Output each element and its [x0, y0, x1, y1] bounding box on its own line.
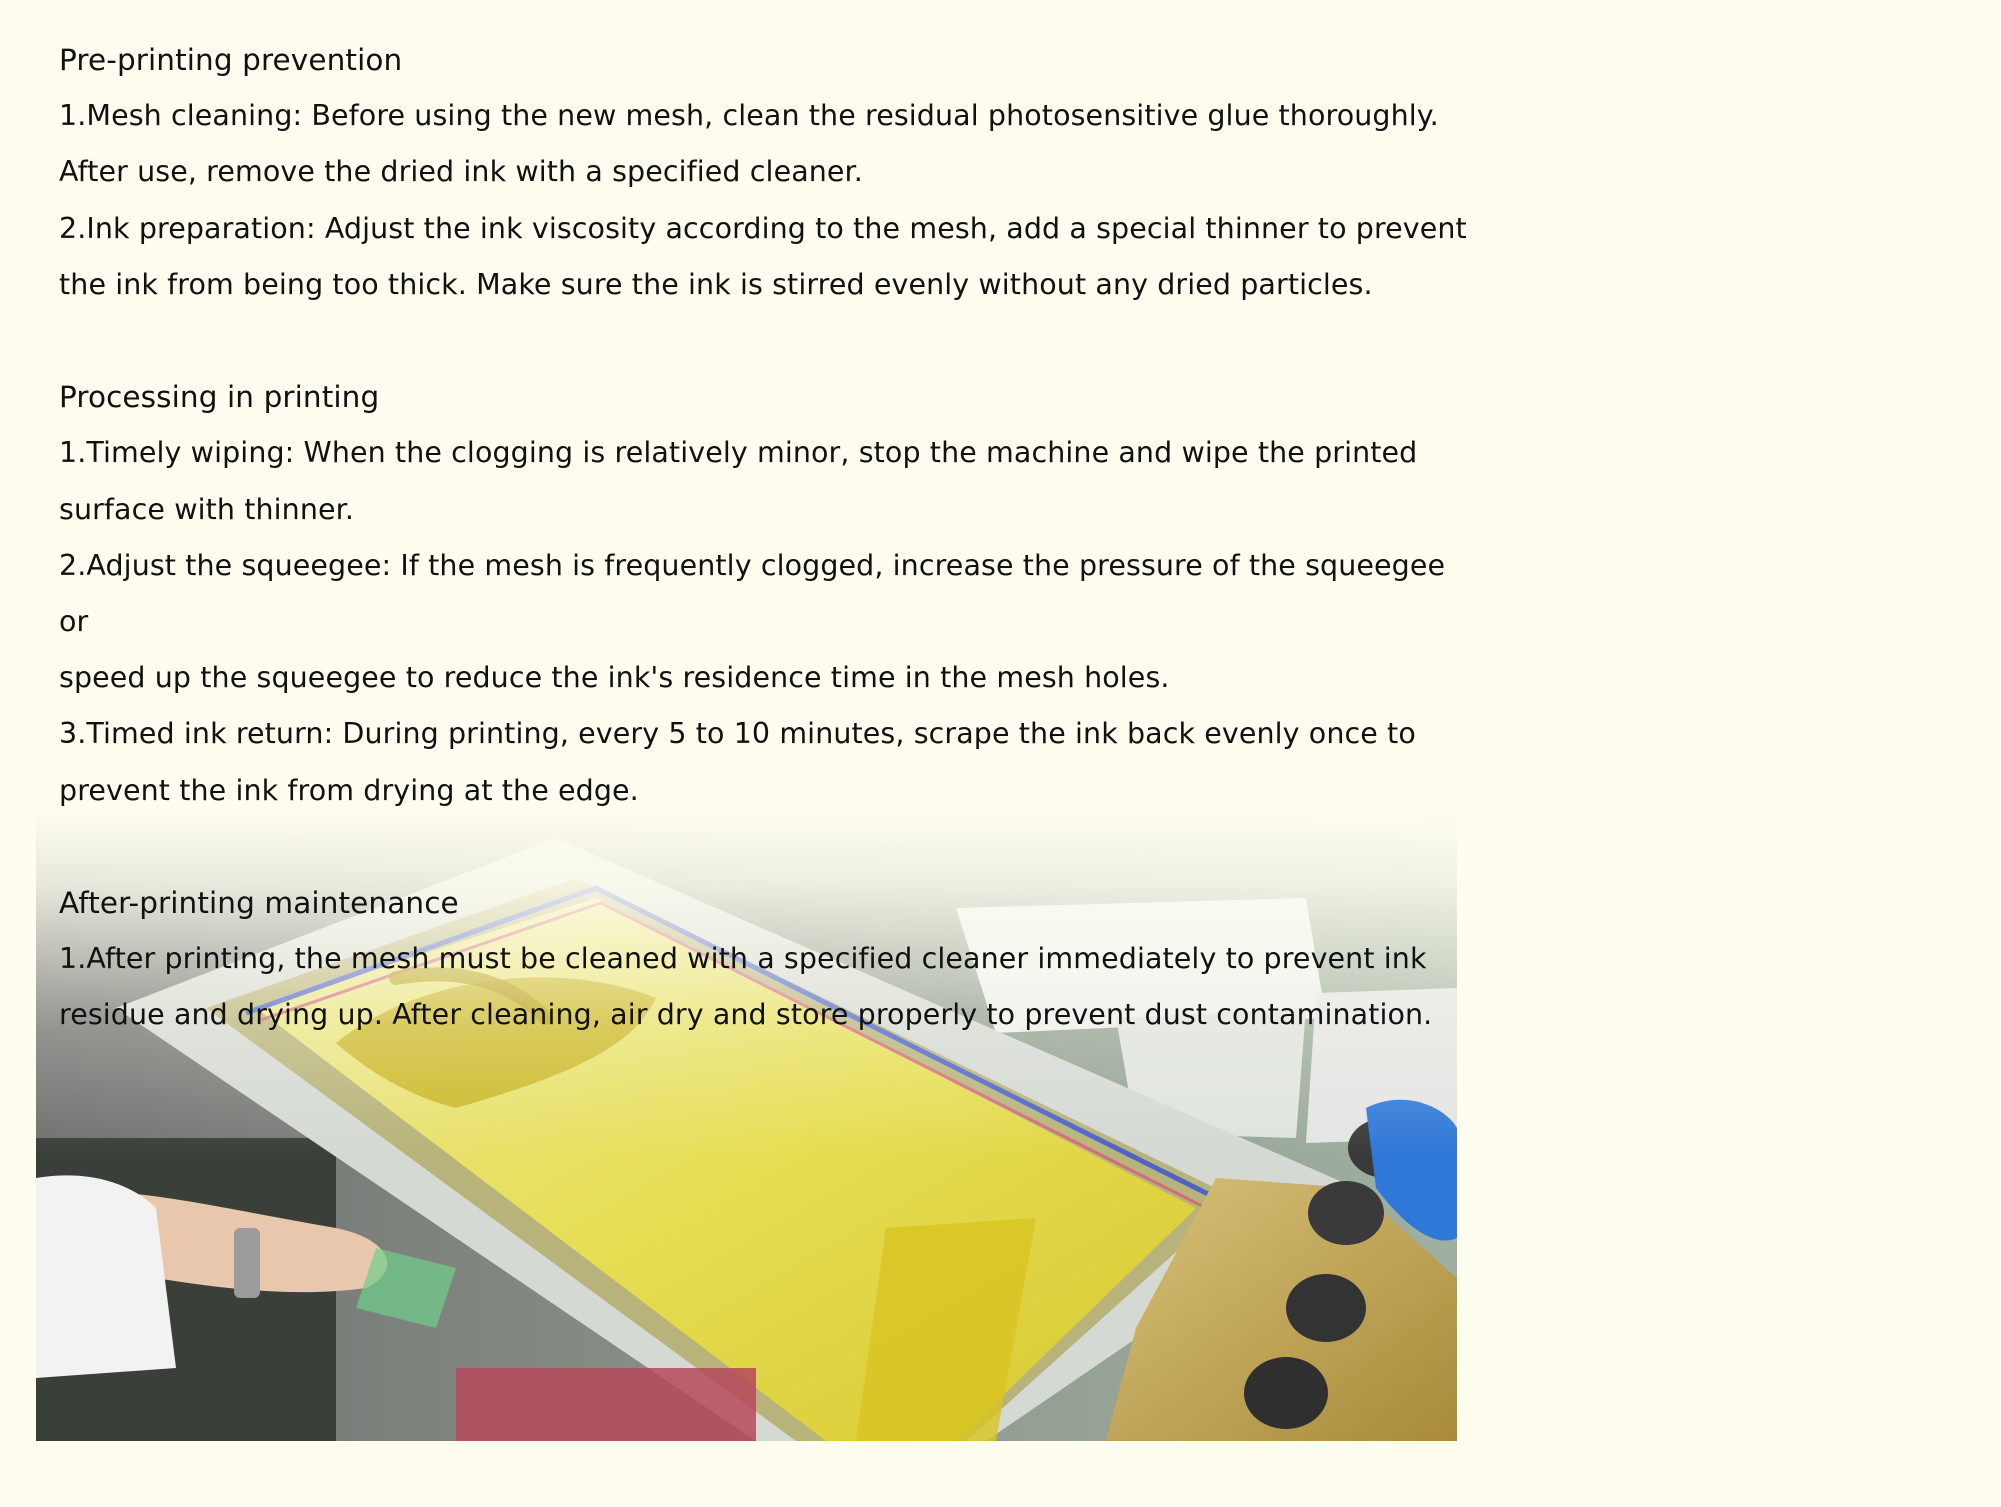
document-body: [59, 32, 1479, 1044]
paragraph-line: After use, remove the dried ink with a specified cleaner.: [59, 155, 863, 189]
paragraph-line: surface with thinner.: [59, 492, 354, 526]
section-heading-pre-printing: Pre-printing prevention: [59, 43, 403, 77]
paragraph-line: 3.Timed ink return: During printing, every 5 to 10 minutes, scrape the ink back evenly once to: [59, 717, 1416, 751]
section-heading-after-printing: After-printing maintenance: [59, 886, 459, 921]
paragraph-line: 1.Mesh cleaning: Before using the new mesh, clean the residual photosensitive glue thoroughly.: [59, 99, 1439, 133]
paragraph-line: 1.Timely wiping: When the clogging is relatively minor, stop the machine and wipe the printed: [59, 436, 1418, 470]
paragraph-line: 2.Adjust the squeegee: If the mesh is frequently clogged, increase the pressure of the squeegee or: [59, 548, 1446, 639]
paragraph-line: the ink from being too thick. Make sure the ink is stirred evenly without any dried particles.: [59, 267, 1373, 301]
paragraph-line: 2.Ink preparation: Adjust the ink viscosity according to the mesh, add a special thinner to prevent: [59, 211, 1467, 245]
section-spacer: [59, 313, 1479, 369]
paragraph-line: prevent the ink from drying at the edge.: [59, 773, 639, 807]
paragraph-line: 1.After printing, the mesh must be cleaned with a specified cleaner immediately to prevent ink: [59, 942, 1427, 976]
paragraph-line: speed up the squeegee to reduce the ink's residence time in the mesh holes.: [59, 661, 1170, 695]
paragraph-line: residue and drying up. After cleaning, air dry and store properly to prevent dust contamination.: [59, 998, 1433, 1032]
section-heading-processing: Processing in printing: [59, 380, 380, 415]
section-spacer: [59, 819, 1479, 875]
